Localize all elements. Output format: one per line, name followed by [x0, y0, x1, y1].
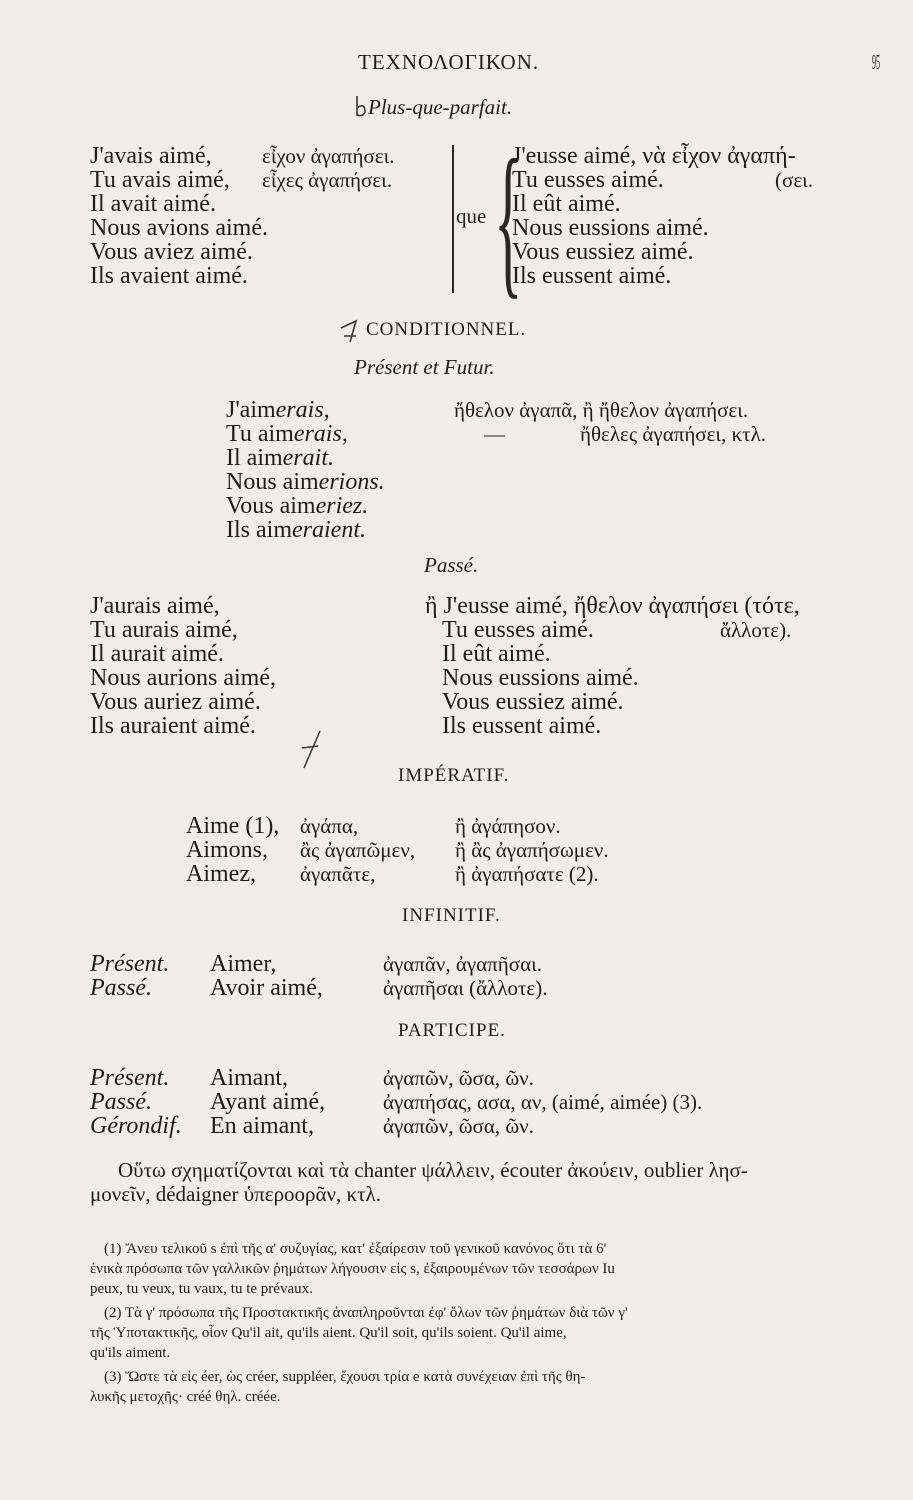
imperative-gr1-2: ἂς ἀγαπῶμεν, — [300, 838, 416, 862]
pluperfect-right-1: J'eusse aimé, νὰ εἶχον ἀγαπή- — [512, 143, 796, 169]
conditional-present-1: J'aimerais, — [226, 397, 330, 423]
pluperfect-heading: Plus-que-parfait. — [368, 95, 513, 119]
imperative-gr1-1: ἀγάπα, — [300, 814, 359, 838]
footnote-2-line-3: qu'ils aiment. — [90, 1345, 171, 1361]
conditional-heading: CONDITIONNEL. — [366, 319, 527, 340]
pencil-annotation-mark — [338, 318, 362, 346]
conditional-passe-left-2: Tu aurais aimé, — [90, 617, 238, 643]
pluperfect-left-6: Ils avaient aimé. — [90, 263, 248, 289]
imperative-gr1-3: ἀγαπᾶτε, — [300, 862, 376, 886]
imperative-gr2-2: ἢ ἂς ἀγαπήσωμεν. — [455, 838, 609, 862]
infinitive-fr-1: Aimer, — [210, 951, 277, 977]
conditional-passe-right-3: Il eût aimé. — [442, 641, 551, 667]
footnote-3-line-1: (3) Ὥστε τὰ εἰς éer, ὡς créer, suppléer, ἔχουσι τρία e κατὰ συνέχειαν ἐπὶ τῆς θη- — [104, 1369, 586, 1385]
pluperfect-right-tail: (σει. — [775, 168, 814, 192]
footnote-1-line-1: (1) Ἄνευ τελικοῦ s ἐπὶ τῆς α' συζυγίας, κατ' ἐξαίρεσιν τοῦ γενικοῦ κανόνος ὅτι τὰ 6' — [104, 1241, 607, 1257]
infinitive-gr-2: ἀγαπῆσαι (ἄλλοτε). — [383, 976, 548, 1000]
imperative-fr-1: Aime (1), — [186, 813, 280, 839]
conditional-present-2: Tu aimerais, — [226, 421, 348, 447]
pluperfect-greek-2: εἶχες ἀγαπήσει. — [262, 168, 393, 192]
conditional-present-5: Vous aimeriez. — [226, 493, 369, 519]
participle-gr-1: ἀγαπῶν, ῶσα, ῶν. — [383, 1066, 534, 1090]
conditional-present-greek-2: ἤθελες ἀγαπήσει, κτλ. — [580, 422, 767, 446]
footnote-2-line-1: (2) Τὰ γ' πρόσωπα τῆς Προστακτικῆς ἀναπληροῦνται ἐφ' ὅλων τῶν ῥημάτων διὰ τῶν γ' — [104, 1305, 628, 1321]
participle-heading: PARTICIPE. — [398, 1020, 506, 1041]
conditional-passe-left-4: Nous aurions aimé, — [90, 665, 276, 691]
imperative-heading: IMPÉRATIF. — [398, 765, 510, 786]
pluperfect-right-5: Vous eussiez aimé. — [512, 239, 694, 265]
footnote-3-line-2: λυκῆς μετοχῆς· créé θηλ. créée. — [90, 1389, 281, 1405]
conditional-passe-left-1: J'aurais aimé, — [90, 593, 220, 619]
conditional-passe-left-3: Il aurait aimé. — [90, 641, 224, 667]
participle-fr-1: Aimant, — [210, 1065, 288, 1091]
passe-heading: Passé. — [424, 553, 479, 577]
conditional-passe-right-2: Tu eusses aimé. — [442, 617, 594, 643]
present-future-heading: Présent et Futur. — [354, 355, 495, 379]
imperative-gr2-3: ἢ ἀγαπήσατε (2). — [455, 862, 599, 886]
conditional-passe-right-6: Ils eussent aimé. — [442, 713, 602, 739]
imperative-fr-3: Aimez, — [186, 861, 256, 887]
conditional-passe-right-5: Vous eussiez aimé. — [442, 689, 624, 715]
conditional-present-3: Il aimerait. — [226, 445, 334, 471]
participle-label-1: Présent. — [90, 1065, 170, 1091]
pluperfect-left-4: Nous avions aimé. — [90, 215, 268, 241]
conditional-present-greek-1: ἤθελον ἀγαπᾶ, ἢ ἤθελον ἀγαπήσει. — [454, 398, 749, 422]
conditional-passe-right-4: Nous eussions aimé. — [442, 665, 639, 691]
pluperfect-left-1: J'avais aimé, — [90, 143, 212, 169]
pluperfect-right-4: Nous eussions aimé. — [512, 215, 709, 241]
infinitive-label-2: Passé. — [90, 975, 152, 1001]
participle-fr-3: En aimant, — [210, 1113, 314, 1139]
closing-line-1: Οὕτω σχηματίζονται καὶ τὰ chanter ψάλλειν, écouter ἀκούειν, oublier λησ- — [118, 1158, 748, 1182]
column-divider — [452, 145, 454, 293]
closing-line-2: μονεῖν, dédaigner ὑπεροορᾶν, κτλ. — [90, 1182, 381, 1206]
pluperfect-left-5: Vous aviez aimé. — [90, 239, 253, 265]
infinitive-heading: INFINITIF. — [402, 905, 501, 926]
conditional-passe-tail: ἄλλοτε). — [720, 618, 792, 642]
conditional-present-6: Ils aimeraient. — [226, 517, 366, 543]
pluperfect-right-3: Il eût aimé. — [512, 191, 621, 217]
conditional-passe-left-5: Vous auriez aimé. — [90, 689, 261, 715]
brace-symbol: { — [494, 125, 523, 313]
participle-gr-3: ἀγαπῶν, ῶσα, ῶν. — [383, 1114, 534, 1138]
running-title: ΤΕΧΝΟΛΟΓΙΚΟΝ. — [358, 50, 540, 74]
que-label: que — [456, 204, 487, 228]
pluperfect-right-2: Tu eusses aimé. — [512, 167, 664, 193]
footnote-1-line-3: peux, tu veux, tu vaux, tu te prévaux. — [90, 1281, 313, 1297]
pluperfect-left-2: Tu avais aimé, — [90, 167, 230, 193]
conditional-passe-left-6: Ils auraient aimé. — [90, 713, 256, 739]
page-number: 95 — [872, 50, 881, 74]
footnote-2-line-2: τῆς Ὑποτακτικῆς, οἷον Qu'il ait, qu'ils aient. Qu'il soit, qu'ils soient. Qu'il aime, — [90, 1325, 567, 1341]
imperative-gr2-1: ἢ ἀγάπησον. — [455, 814, 561, 838]
imperative-fr-2: Aimons, — [186, 837, 269, 863]
pluperfect-greek-1: εἶχον ἀγαπήσει. — [262, 144, 395, 168]
ditto-dash: — — [484, 422, 505, 446]
participle-gr-2: ἀγαπήσας, ασα, αν, (aimé, aimée) (3). — [383, 1090, 703, 1114]
pluperfect-right-6: Ils eussent aimé. — [512, 263, 672, 289]
infinitive-fr-2: Avoir aimé, — [210, 975, 323, 1001]
pluperfect-left-3: Il avait aimé. — [90, 191, 216, 217]
pencil-annotation-mark — [296, 728, 326, 772]
footnote-1-line-2: ἑνικὰ πρόσωπα τῶν γαλλικῶν ῥημάτων λήγουσιν εἰς s, ἐξαιρουμένων τῶν τεσσάρων Iu — [90, 1261, 615, 1277]
participle-label-2: Passé. — [90, 1089, 152, 1115]
conditional-present-4: Nous aimerions. — [226, 469, 385, 495]
infinitive-label-1: Présent. — [90, 951, 170, 977]
participle-fr-2: Ayant aimé, — [210, 1089, 326, 1115]
conditional-passe-right-1: ἢ J'eusse aimé, ἤθελον ἀγαπήσει (τότε, — [425, 593, 800, 619]
participle-label-3: Gérondif. — [90, 1113, 182, 1139]
infinitive-gr-1: ἀγαπᾶν, ἀγαπῆσαι. — [383, 952, 542, 976]
